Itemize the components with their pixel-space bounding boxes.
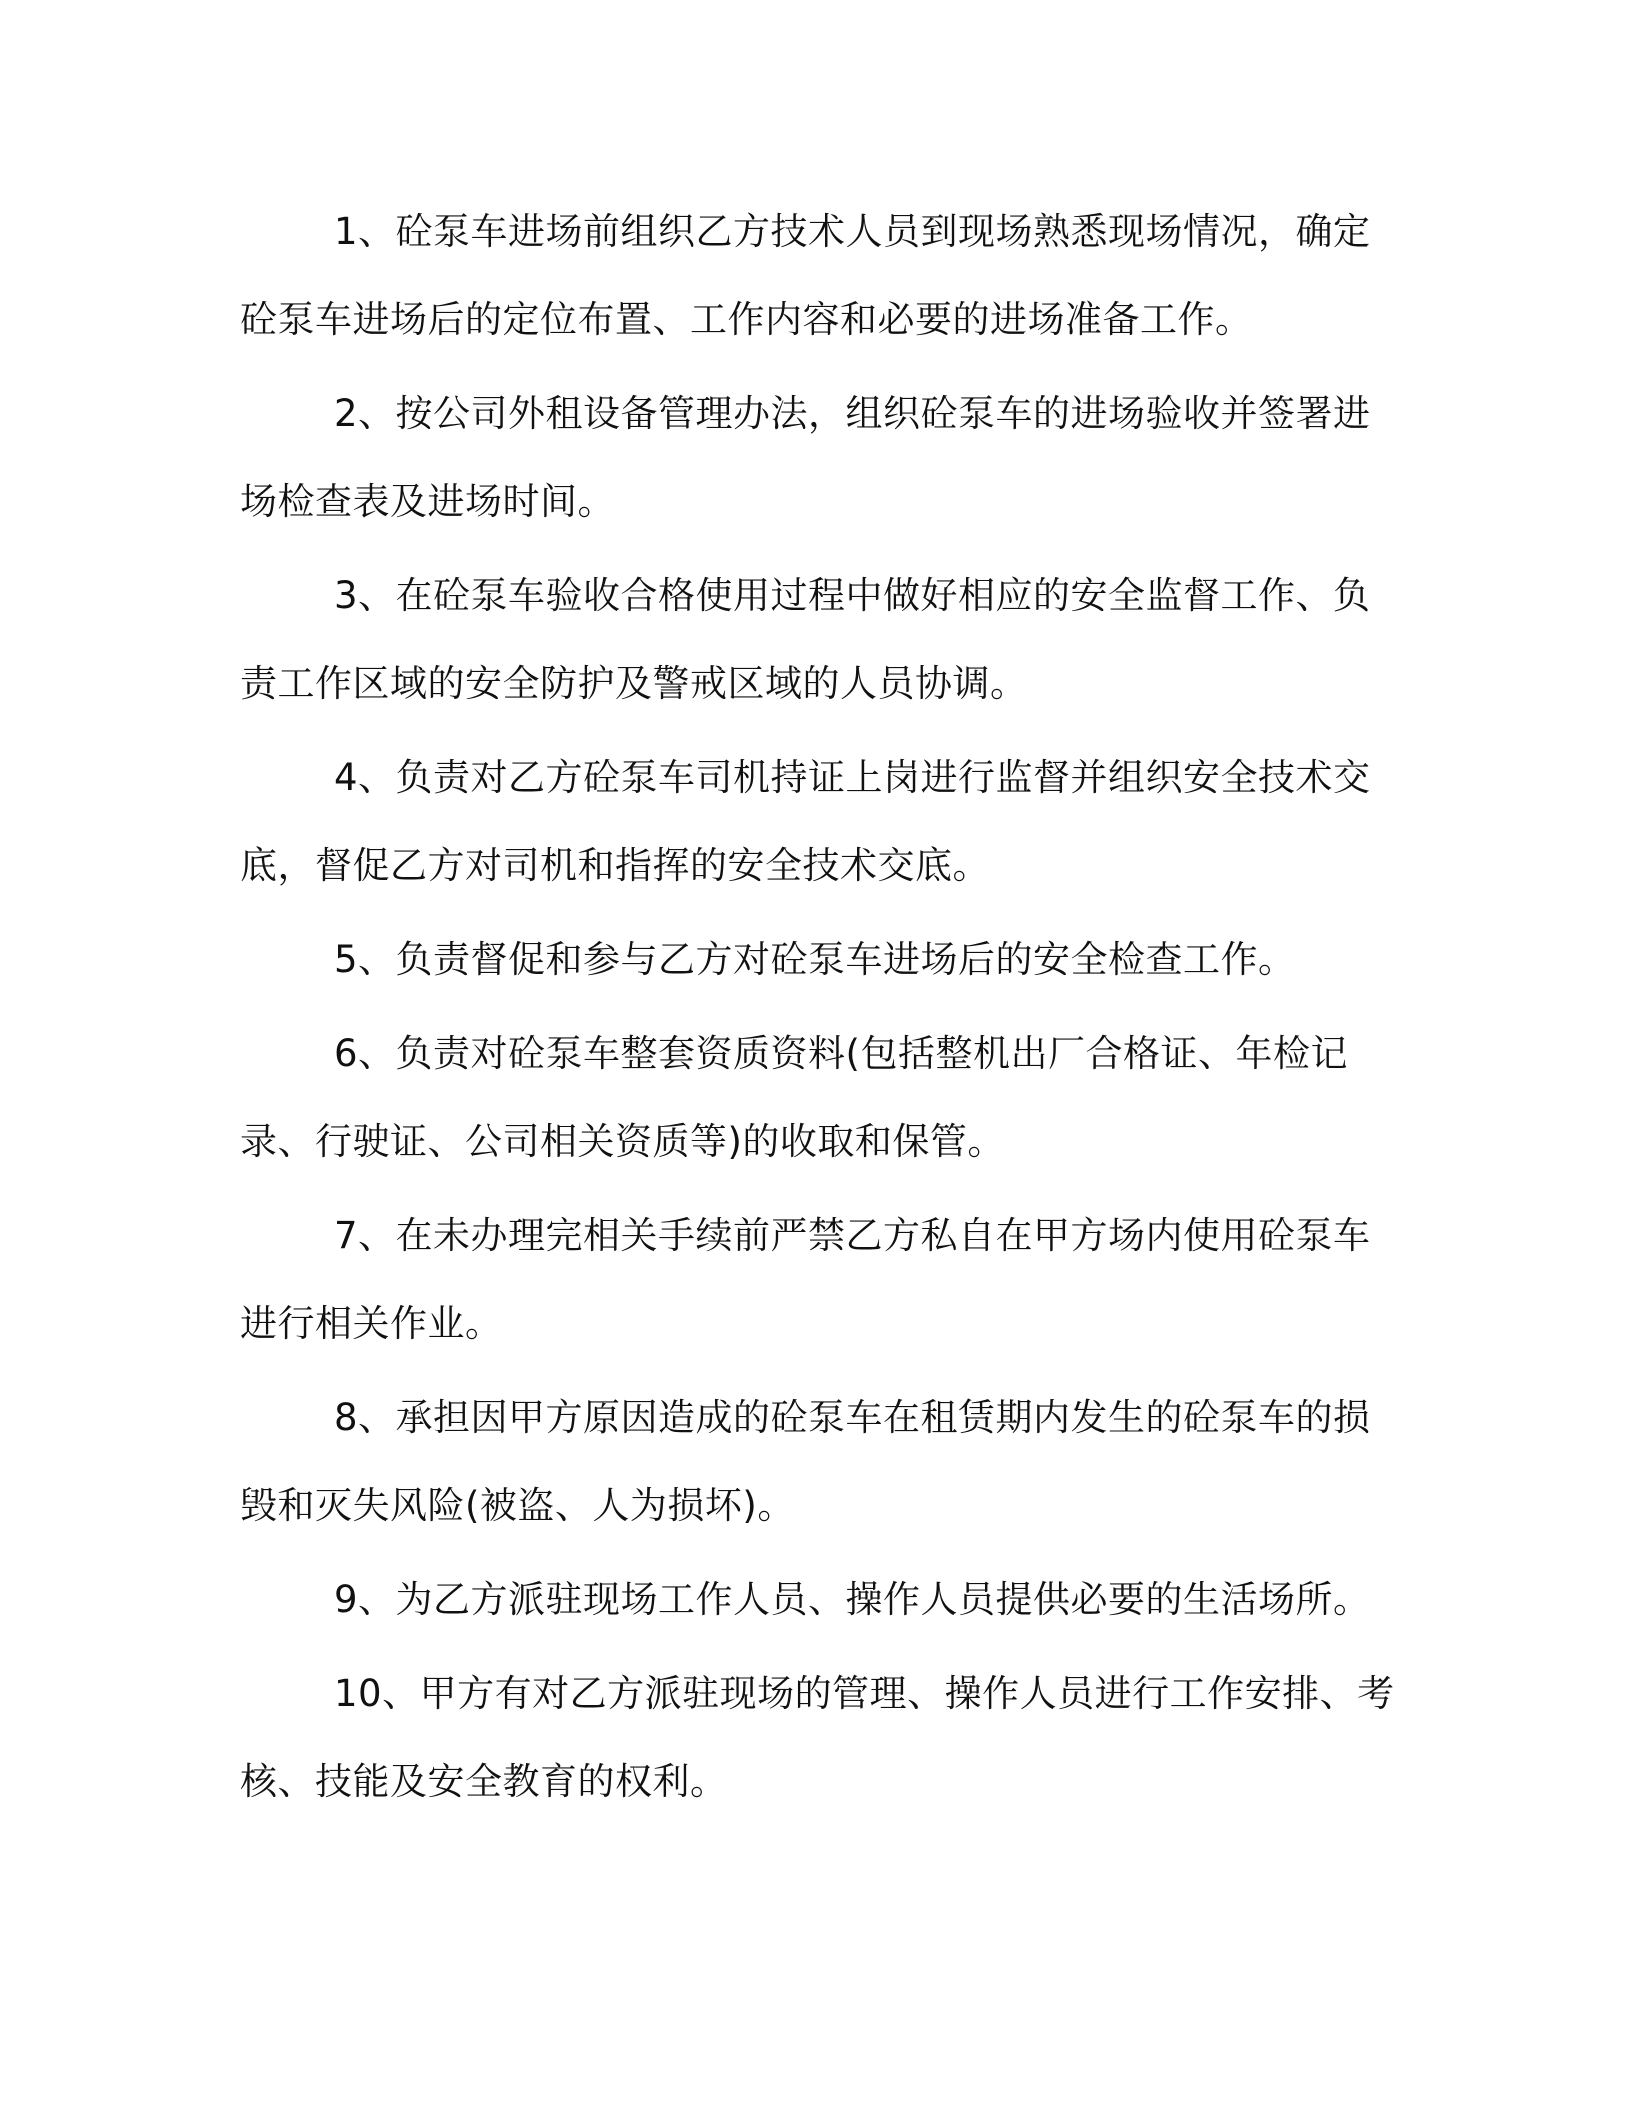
- document-body: [240, 188, 1405, 1832]
- clause-4: 4、负责对乙方砼泵车司机持证上岗进行监督并组织安全技术交底，督促乙方对司机和指挥的安全技术交底。: [240, 756, 1371, 887]
- clause-9: 9、为乙方派驻现场工作人员、操作人员提供必要的生活场所。: [334, 1578, 1371, 1621]
- clause-10: 10、甲方有对乙方派驻现场的管理、操作人员进行工作安排、考核、技能及安全教育的权利。: [240, 1672, 1395, 1803]
- clause-5: 5、负责督促和参与乙方对砼泵车进场后的安全检查工作。: [334, 938, 1296, 981]
- clause-6: 6、负责对砼泵车整套资质资料(包括整机出厂合格证、年检记录、行驶证、公司相关资质等)的收取和保管。: [240, 1032, 1348, 1163]
- clause-2: 2、按公司外租设备管理办法，组织砼泵车的进场验收并签署进场检查表及进场时间。: [240, 392, 1371, 523]
- clause-3: 3、在砼泵车验收合格使用过程中做好相应的安全监督工作、负责工作区域的安全防护及警戒区域的人员协调。: [240, 574, 1371, 705]
- clause-7: 7、在未办理完相关手续前严禁乙方私自在甲方场内使用砼泵车进行相关作业。: [240, 1214, 1371, 1345]
- clause-1: 1、砼泵车进场前组织乙方技术人员到现场熟悉现场情况，确定砼泵车进场后的定位布置、工作内容和必要的进场准备工作。: [240, 210, 1371, 341]
- clause-8: 8、承担因甲方原因造成的砼泵车在租赁期内发生的砼泵车的损毁和灭失风险(被盗、人为损坏)。: [240, 1396, 1371, 1527]
